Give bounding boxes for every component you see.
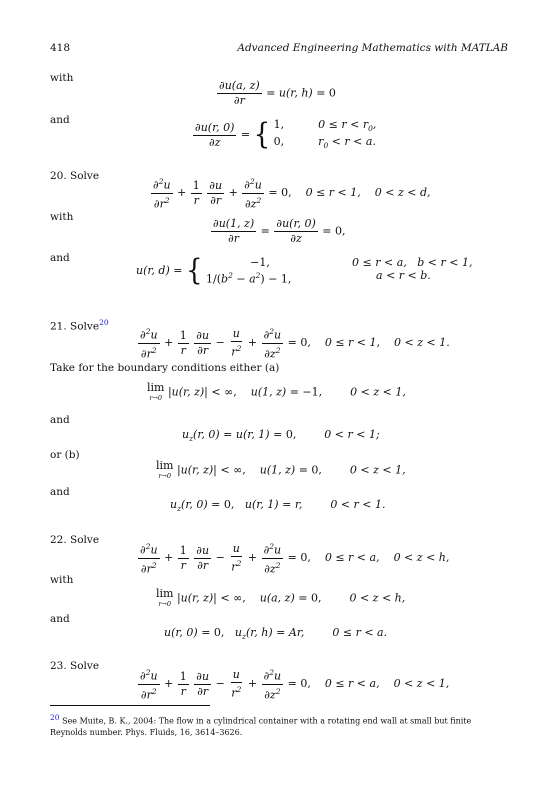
footnote-rule: [50, 705, 210, 706]
text-and-3: and: [50, 414, 70, 426]
footnote-mark: 20: [50, 713, 60, 722]
equation-bc-19b: $\frac{\partial u(r, 0)}{\partial z}$ = { 1, $0 \le r < r_0$, 0, $r_0 < r < a$.: [195, 118, 377, 152]
problem-22-label: 22. Solve: [50, 534, 100, 546]
text-and-5: and: [50, 613, 70, 625]
equation-bc-21a-1: lim r→0 |u(r, z)| < ∞, u(1, z) = −1, 0 < z < 1,: [147, 381, 406, 402]
equation-problem-21: $\frac{\partial^2u}{\partial r^2}$ + $\frac{1}{r}$ $\frac{\partial u}{\partial r}$ − $\frac{u}{r^2}$ + $\frac{\partial^2u}{\partial z^2}$ = 0, 0 ≤ r < 1, 0 < z < 1.: [140, 326, 450, 361]
problem-23-label: 23. Solve: [50, 660, 100, 672]
text-or-b: or (b): [50, 449, 80, 461]
equation-bc-21b-2: $u_z(r$, 0) = 0, u(r, 1) = r, 0 < r < 1.: [170, 498, 386, 514]
boundary-conditions-text: Take for the boundary conditions either (a): [50, 362, 280, 374]
equation-bc-22a: lim r→0 |u(r, z)| < ∞, u(a, z) = 0, 0 < z < h,: [156, 587, 406, 608]
text-and-2: and: [50, 252, 70, 264]
equation-bc-22b: u(r, 0) = 0, $u_z(r$, h) = Ar, 0 ≤ r < a.: [164, 626, 388, 642]
equation-problem-20: $\frac{\partial^2u}{\partial r^2}$ + $\frac{1}{r}$ $\frac{\partial u}{\partial r}$ + $\frac{\partial^2u}{\partial z^2}$ = 0, 0 ≤ r < 1, 0 < z < d,: [153, 177, 431, 211]
equation-bc-21b-1: lim r→0 |u(r, z)| < ∞, u(1, z) = 0, 0 < z < 1,: [156, 459, 406, 480]
equation-problem-22: $\frac{\partial^2u}{\partial r^2}$ + $\frac{1}{r}$ $\frac{\partial u}{\partial r}$ − $\frac{u}{r^2}$ + $\frac{\partial^2u}{\partial z^2}$ = 0, 0 ≤ r < a, 0 < z < h,: [140, 541, 450, 576]
text-and-4: and: [50, 486, 70, 498]
problem-21-label: [50, 318, 109, 333]
text-with-1: with: [50, 72, 74, 84]
text-with-2: with: [50, 211, 74, 223]
equation-problem-23: $\frac{\partial^2u}{\partial r^2}$ + $\frac{1}{r}$ $\frac{\partial u}{\partial r}$ − $\frac{u}{r^2}$ + $\frac{\partial^2u}{\partial z^2}$ = 0, 0 ≤ r < a, 0 < z < 1,: [140, 667, 450, 702]
equation-bc-20a: $\frac{\partial u(1, z)}{\partial r}$ = $\frac{\partial u(r, 0)}{\partial z}$ = 0,: [213, 217, 346, 245]
running-title: Advanced Engineering Mathematics with MATLAB: [237, 42, 508, 54]
footnote: [50, 712, 508, 738]
text-and-1: and: [50, 114, 70, 126]
problem-20-label: 20. Solve: [50, 170, 100, 182]
equation-bc-19a: $\frac{\partial u(a, z)}{\partial r}$ = u(r, h) = 0: [219, 79, 336, 107]
equation-bc-20b: u(r, d) = { −1, 0 ≤ r < a, b < r < 1, $1/(b^2 - a^2) - 1$, a < r < b.: [136, 254, 473, 288]
equation-bc-21a-2: $u_z(r$, 0) = u(r, 1) = 0, 0 < r < 1;: [182, 428, 380, 444]
footnote-ref-20[interactable]: 20: [99, 318, 109, 327]
page-number: 418: [50, 42, 71, 54]
problem-21-text: 21. Solve: [50, 320, 100, 333]
text-with-3: with: [50, 574, 74, 586]
footnote-text: See Muite, B. K., 2004: The flow in a cylindrical container with a rotating end wall at small but finite Reynolds number. Phys. Fluids, 16, 3614–3626.: [50, 716, 472, 737]
